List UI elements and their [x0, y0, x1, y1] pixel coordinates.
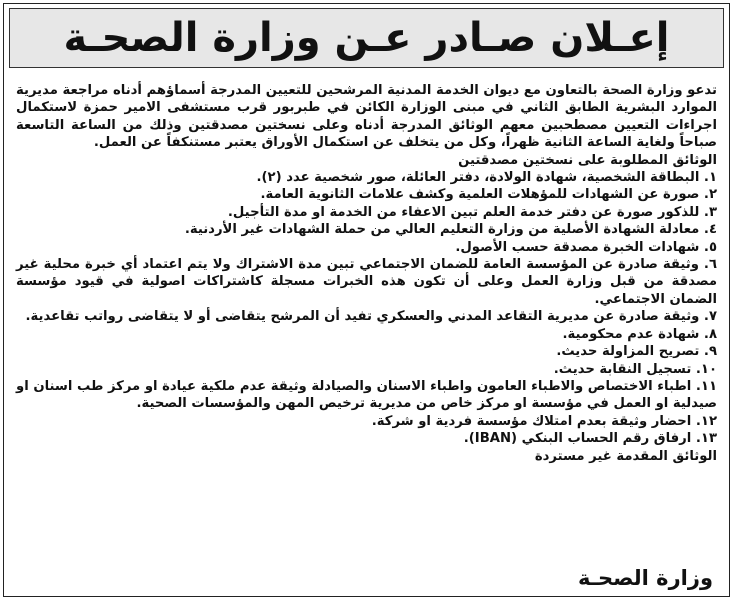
intro-paragraph: تدعو وزارة الصحة بالتعاون مع ديوان الخدمة المدنية المرشحين للتعيين المدرجة أسماؤهم أدناه مراجعة مديرية الموارد البشرية الطابق الثاني في مبنى الوزارة الكائن في طبربور قرب مستشفى الامير حمزة لاستكمال اجراءات التعيين مصطحبين معهم الوثائق المدرجة أدناه وعلى نسختين مصدقتين وذلك من الساعة التاسعة صباحاً ولغاية الساعة الثانية ظهراً، وكل من يتخلف عن استكمال الأوراق يعتبر مستنكفاً عن العمل. [16, 83, 717, 151]
document-item-1: ١. البطاقة الشخصية، شهادة الولادة، دفتر العائلة، صور شخصية عدد (٢). [256, 170, 717, 186]
documents-list [16, 169, 717, 448]
document-item-11: ١١. اطباء الاختصاص والاطباء العامون واطباء الاسنان والصيادلة وثيقة عدم ملكية عيادة او مركز طب اسنان او صيدلية او العمل في مؤسسة او مركز خاص من مديرية ترخيص المهن والمؤسسات الصحية. [16, 378, 717, 412]
document-item-5: ٥. شهادات الخبرة مصدقة حسب الأصول. [455, 239, 717, 255]
announcement-body [16, 82, 717, 465]
document-item-6: ٦. وثيقة صادرة عن المؤسسة العامة للضمان الاجتماعي تبين مدة الاشتراك ولا يتم اعتماد أي خبرة محلية غير مصدقة من قبل وزارة العمل وعلى أن تكون هذه الخبرات مسجلة كاشتراكات اصولية في قيود مؤسسة الضمان الاجتماعي. [16, 257, 717, 307]
closing-note: الوثائق المقدمة غير مستردة [534, 448, 717, 464]
signature-ministry: وزارة الصحـة [578, 566, 713, 590]
document-item-12: ١٢. احضار وثيقة بعدم امتلاك مؤسسة فردية او شركة. [371, 413, 717, 429]
document-item-2: ٢. صورة عن الشهادات للمؤهلات العلمية وكشف علامات الثانوية العامة. [260, 187, 717, 203]
document-item-3: ٣. للذكور صورة عن دفتر خدمة العلم تبين الاعفاء من الخدمة او مدة التأجيل. [227, 204, 717, 220]
announcement-header [9, 8, 724, 68]
documents-heading: الوثائق المطلوبة على نسختين مصدقتين [458, 152, 717, 168]
document-item-4: ٤. معادلة الشهادة الأصلية من وزارة التعليم العالي من حملة الشهادات غير الأردنية. [184, 222, 717, 238]
document-item-9: ٩. تصريح المزاولة حديث. [556, 344, 717, 360]
announcement-frame [3, 3, 730, 597]
announcement-title: إعـلان صـادر عـن وزارة الصحـة [63, 15, 670, 61]
document-item-7: ٧. وثيقة صادرة عن مديرية التقاعد المدني والعسكري تفيد أن المرشح يتقاضى أو لا يتقاضى رواتب تقاعدية. [25, 309, 717, 325]
document-item-8: ٨. شهادة عدم محكومية. [562, 326, 717, 342]
document-item-13: ١٣. ارفاق رقم الحساب البنكي (IBAN). [463, 431, 717, 447]
document-item-10: ١٠. تسجيل النقابة حديث. [553, 361, 717, 377]
